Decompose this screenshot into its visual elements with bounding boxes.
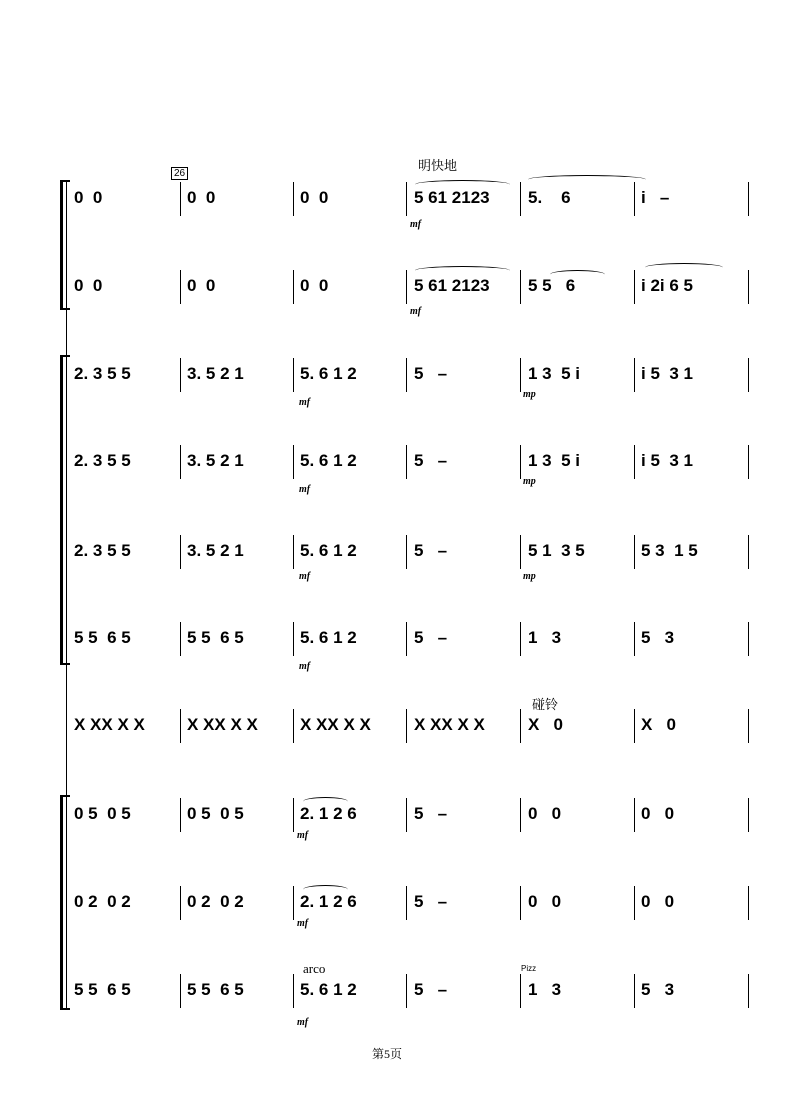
- measure-notes: 5 –: [414, 451, 448, 470]
- measure-notes: 5. 6: [528, 188, 571, 207]
- measure-notes: 0 0: [641, 892, 675, 911]
- dynamic-mark: mf: [297, 830, 309, 841]
- slur: [528, 175, 646, 184]
- dynamic-mark: mf: [410, 306, 422, 317]
- measure-notes: 5 –: [414, 892, 448, 911]
- barline: [293, 358, 294, 392]
- measure-notes: 5 –: [414, 804, 448, 823]
- measure-notes: X XX X X: [414, 715, 485, 734]
- measure-notes: 5. 6 1 2: [300, 980, 357, 999]
- slur: [415, 266, 510, 275]
- barline: [634, 358, 635, 392]
- measure-notes: i 2i 6 5: [641, 276, 693, 295]
- barline: [634, 974, 635, 1008]
- measure-notes: 5 3: [641, 628, 675, 647]
- barline: [634, 798, 635, 832]
- dynamic-mark: mp: [523, 571, 536, 582]
- measure-notes: 3. 5 2 1: [187, 364, 244, 383]
- barline: [634, 535, 635, 569]
- barline: [520, 622, 521, 656]
- barline: [634, 182, 635, 216]
- barline: [748, 709, 749, 743]
- measure-notes: 5 5 6 5: [74, 980, 131, 999]
- measure-notes: 2. 1 2 6: [300, 892, 357, 911]
- measure-notes: X XX X X: [300, 715, 371, 734]
- barline: [406, 622, 407, 656]
- measure-notes: 5. 6 1 2: [300, 628, 357, 647]
- staff-group-bracket: [60, 355, 63, 665]
- measure-notes: 5 3 1 5: [641, 541, 698, 560]
- barline: [748, 358, 749, 392]
- measure-notes: i 5 3 1: [641, 364, 693, 383]
- barline: [293, 974, 294, 1008]
- barline: [180, 358, 181, 392]
- measure-notes: 5 5 6 5: [74, 628, 131, 647]
- barline: [634, 886, 635, 920]
- barline: [293, 445, 294, 479]
- measure-notes: X 0: [528, 715, 563, 734]
- measure-notes: 0 0: [300, 276, 329, 295]
- rehearsal-mark: 26: [171, 167, 188, 180]
- dynamic-mark: mf: [297, 1017, 309, 1028]
- barline: [180, 974, 181, 1008]
- barline: [293, 535, 294, 569]
- measure-notes: 5 5 6: [528, 276, 576, 295]
- barline: [748, 535, 749, 569]
- measure-notes: 0 2 0 2: [74, 892, 131, 911]
- barline: [406, 445, 407, 479]
- staff-group-bracket: [60, 795, 63, 1010]
- measure-notes: X XX X X: [187, 715, 258, 734]
- barline: [406, 798, 407, 832]
- measure-notes: 5. 6 1 2: [300, 541, 357, 560]
- barline: [180, 798, 181, 832]
- measure-notes: 0 0: [187, 276, 216, 295]
- barline: [406, 709, 407, 743]
- barline: [406, 182, 407, 216]
- barline: [180, 270, 181, 304]
- barline: [293, 270, 294, 304]
- measure-notes: 5 61 2123: [414, 276, 490, 295]
- slur: [415, 180, 510, 189]
- system-line: [66, 180, 67, 1010]
- measure-notes: 5. 6 1 2: [300, 451, 357, 470]
- barline: [406, 358, 407, 392]
- measure-notes: 0 5 0 5: [187, 804, 244, 823]
- measure-notes: 1 3: [528, 980, 562, 999]
- barline: [180, 182, 181, 216]
- staff-group-bracket: [60, 180, 63, 310]
- measure-notes: 0 0: [74, 276, 103, 295]
- measure-notes: 5 1 3 5: [528, 541, 585, 560]
- barline: [180, 709, 181, 743]
- barline: [748, 886, 749, 920]
- measure-notes: X XX X X: [74, 715, 145, 734]
- barline: [748, 974, 749, 1008]
- slur: [303, 797, 348, 806]
- measure-notes: 2. 3 5 5: [74, 451, 131, 470]
- measure-notes: i –: [641, 188, 670, 207]
- barline: [634, 709, 635, 743]
- measure-notes: 0 0: [187, 188, 216, 207]
- barline: [634, 445, 635, 479]
- measure-notes: 1 3: [528, 628, 562, 647]
- barline: [634, 622, 635, 656]
- measure-notes: 3. 5 2 1: [187, 541, 244, 560]
- barline: [180, 886, 181, 920]
- measure-notes: 5. 6 1 2: [300, 364, 357, 383]
- measure-notes: 0 0: [528, 892, 562, 911]
- measure-notes: 0 0: [641, 804, 675, 823]
- barline: [406, 535, 407, 569]
- pizz-label: Pizz: [521, 964, 537, 973]
- barline: [520, 886, 521, 920]
- barline: [748, 622, 749, 656]
- barline: [520, 445, 521, 479]
- barline: [180, 445, 181, 479]
- barline: [406, 886, 407, 920]
- slur: [550, 270, 605, 279]
- measure-notes: 5 –: [414, 980, 448, 999]
- barline: [520, 358, 521, 392]
- barline: [180, 535, 181, 569]
- dynamic-mark: mp: [523, 389, 536, 400]
- barline: [293, 709, 294, 743]
- slur: [645, 263, 723, 272]
- dynamic-mark: mf: [299, 484, 311, 495]
- dynamic-mark: mp: [523, 476, 536, 487]
- measure-notes: 5 –: [414, 628, 448, 647]
- dynamic-mark: mf: [410, 219, 422, 230]
- measure-notes: 0 0: [300, 188, 329, 207]
- measure-notes: 3. 5 2 1: [187, 451, 244, 470]
- cymbal-label: 碰铃: [532, 697, 559, 712]
- barline: [520, 535, 521, 569]
- barline: [293, 622, 294, 656]
- barline: [748, 445, 749, 479]
- measure-notes: 0 5 0 5: [74, 804, 131, 823]
- measure-notes: X 0: [641, 715, 676, 734]
- dynamic-mark: mf: [299, 661, 311, 672]
- page-number: 第5页: [372, 1047, 403, 1061]
- measure-notes: 5 –: [414, 541, 448, 560]
- barline: [520, 182, 521, 216]
- barline: [748, 798, 749, 832]
- barline: [406, 270, 407, 304]
- measure-notes: i 5 3 1: [641, 451, 693, 470]
- slur: [303, 885, 348, 894]
- measure-notes: 5 –: [414, 364, 448, 383]
- measure-notes: 5 5 6 5: [187, 980, 244, 999]
- arco-label: arco: [303, 961, 326, 976]
- dynamic-mark: mf: [299, 571, 311, 582]
- barline: [748, 182, 749, 216]
- barline: [180, 622, 181, 656]
- barline: [520, 270, 521, 304]
- barline: [406, 974, 407, 1008]
- measure-notes: 2. 3 5 5: [74, 364, 131, 383]
- measure-notes: 5 5 6 5: [187, 628, 244, 647]
- barline: [520, 974, 521, 1008]
- tempo-marking: 明快地: [418, 159, 458, 174]
- barline: [520, 798, 521, 832]
- barline: [634, 270, 635, 304]
- measure-notes: 1 3 5 i: [528, 364, 580, 383]
- measure-notes: 5 3: [641, 980, 675, 999]
- measure-notes: 5 61 2123: [414, 188, 490, 207]
- measure-notes: 0 0: [74, 188, 103, 207]
- measure-notes: 1 3 5 i: [528, 451, 580, 470]
- barline: [520, 709, 521, 743]
- barline: [748, 270, 749, 304]
- dynamic-mark: mf: [299, 397, 311, 408]
- barline: [293, 886, 294, 920]
- barline: [293, 182, 294, 216]
- dynamic-mark: mf: [297, 918, 309, 929]
- measure-notes: 2. 3 5 5: [74, 541, 131, 560]
- measure-notes: 0 0: [528, 804, 562, 823]
- measure-notes: 2. 1 2 6: [300, 804, 357, 823]
- measure-notes: 0 2 0 2: [187, 892, 244, 911]
- barline: [293, 798, 294, 832]
